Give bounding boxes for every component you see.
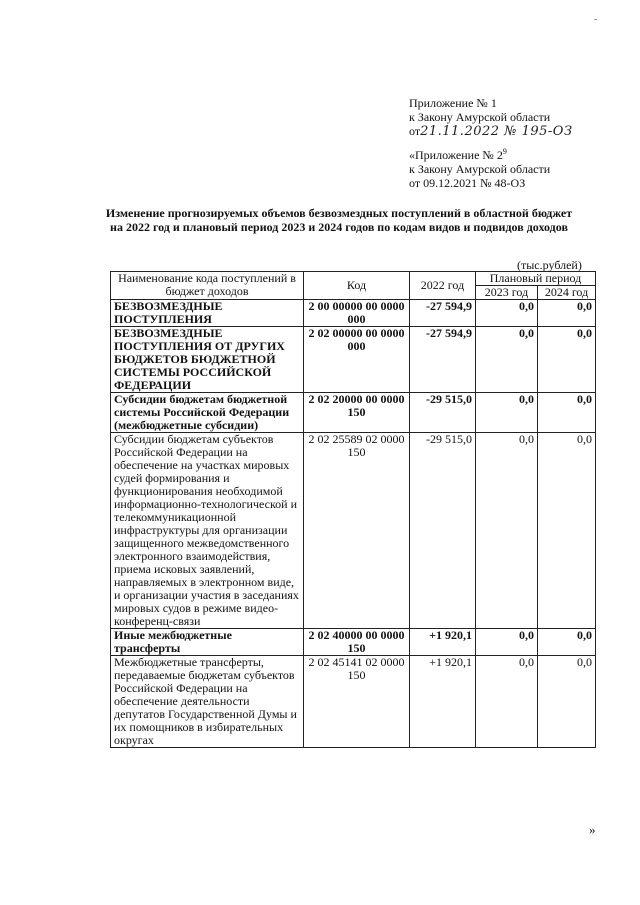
table-row — [111, 433, 596, 629]
row-2024: 0,0 — [538, 656, 596, 748]
row-name: Межбюджетные трансферты, передаваемые бюджетам субъектов Российской Федерации на обеспечение деятельности депутатов Государственной Думы и их помощников в избирательных округах — [111, 656, 304, 748]
row-code: 2 02 20000 00 0000 150 — [304, 393, 410, 433]
row-2024: 0,0 — [538, 327, 596, 393]
row-name: Иные межбюджетные трансферты — [111, 629, 304, 656]
amended-appendix-header — [409, 145, 550, 190]
row-2023: 0,0 — [476, 433, 538, 629]
document-title: Изменение прогнозируемых объемов безвозмездных поступлений в областной бюджет на 2022 год и плановый период 2023 и 2024 годов по кодам видов и подвидов доходов — [105, 206, 573, 234]
revenue-table — [110, 271, 596, 748]
table-row — [111, 629, 596, 656]
header-code: Код — [304, 272, 410, 300]
row-2024: 0,0 — [538, 300, 596, 327]
amended-line-2: к Закону Амурской области — [409, 162, 551, 176]
row-2022: -29 515,0 — [410, 433, 476, 629]
handwritten-date-number: 21.11.2022 № 195-ОЗ — [420, 124, 573, 139]
appendix-header — [409, 96, 573, 139]
header-2023: 2023 год — [476, 286, 538, 300]
row-code: 2 02 25589 02 0000 150 — [304, 433, 410, 629]
units-label: (тыс.рублей) — [517, 258, 582, 272]
table-header-row — [111, 272, 596, 286]
appendix-line-1: Приложение № 1 — [409, 96, 497, 110]
appendix-date-prefix: от — [409, 124, 421, 138]
table-row — [111, 656, 596, 748]
appendix-line-3 — [409, 124, 573, 139]
scan-mark: - — [594, 14, 598, 25]
row-2022: -27 594,9 — [410, 300, 476, 327]
row-2024: 0,0 — [538, 393, 596, 433]
row-2023: 0,0 — [476, 629, 538, 656]
table-row — [111, 300, 596, 327]
amended-line-1: «Приложение № $2^9$ — [409, 147, 507, 162]
row-code: 2 02 40000 00 0000 150 — [304, 629, 410, 656]
table-row — [111, 393, 596, 433]
row-name: Субсидии бюджетам субъектов Российской Федерации на обеспечение на участках мировых судей формирования и функционирования необходимой информационно-технологической и телекоммуникационной инфраструктуры для организации защищенного межведомственного электронного взаимодействия, приема исковых заявлений, направляемых в электронном виде, и организации участия в заседаниях мировых судов в режиме видео-конференц-связи — [111, 433, 304, 629]
header-name: Наименование кода поступлений в бюджет доходов — [111, 272, 304, 300]
row-2022: +1 920,1 — [410, 629, 476, 656]
table-row — [111, 327, 596, 393]
row-2024: 0,0 — [538, 433, 596, 629]
closing-quote: » — [589, 822, 596, 837]
row-2022: -27 594,9 — [410, 327, 476, 393]
header-plan-period: Плановый период — [476, 272, 596, 286]
appendix-line-2: к Закону Амурской области — [409, 110, 551, 124]
row-2023: 0,0 — [476, 327, 538, 393]
header-2022: 2022 год — [410, 272, 476, 300]
row-name: БЕЗВОЗМЕЗДНЫЕ ПОСТУПЛЕНИЯ ОТ ДРУГИХ БЮДЖЕТОВ БЮДЖЕТНОЙ СИСТЕМЫ РОССИЙСКОЙ ФЕДЕРАЦИИ — [111, 327, 304, 393]
row-2022: -29 515,0 — [410, 393, 476, 433]
row-2024: 0,0 — [538, 629, 596, 656]
row-code: 2 00 00000 00 0000 000 — [304, 300, 410, 327]
amended-line-3: от 09.12.2021 № 48-ОЗ — [409, 176, 526, 190]
row-name: БЕЗВОЗМЕЗДНЫЕ ПОСТУПЛЕНИЯ — [111, 300, 304, 327]
row-2022: +1 920,1 — [410, 656, 476, 748]
row-2023: 0,0 — [476, 393, 538, 433]
row-code: 2 02 45141 02 0000 150 — [304, 656, 410, 748]
header-2024: 2024 год — [538, 286, 596, 300]
row-name: Субсидии бюджетам бюджетной системы Российской Федерации (межбюджетные субсидии) — [111, 393, 304, 433]
row-2023: 0,0 — [476, 656, 538, 748]
row-code: 2 02 00000 00 0000 000 — [304, 327, 410, 393]
row-2023: 0,0 — [476, 300, 538, 327]
